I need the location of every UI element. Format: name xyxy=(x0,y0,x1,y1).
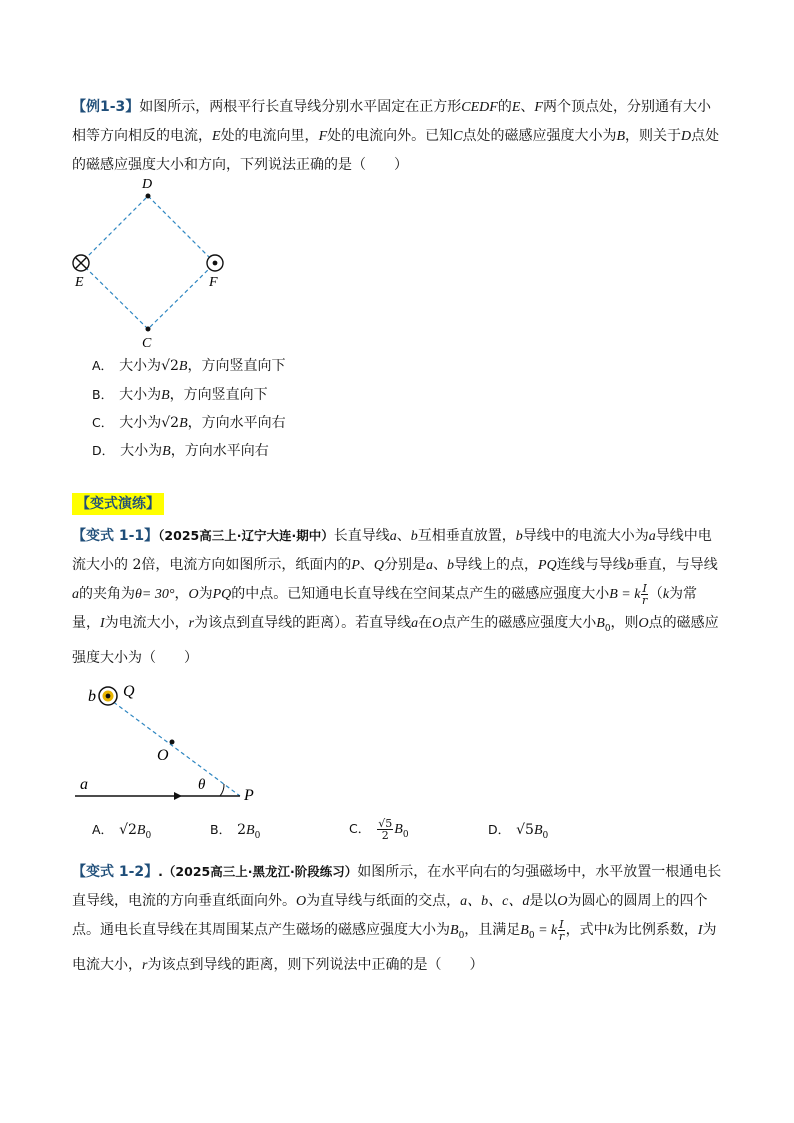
option-a[interactable]: A． 大小为√2B，方向竖直向下 xyxy=(92,358,286,374)
wire-into-page-icon xyxy=(73,255,89,271)
variant1-option-d[interactable]: D． $√5B_0$ xyxy=(488,822,549,841)
wire-diagram xyxy=(70,676,270,806)
option-b[interactable]: B． 大小为B，方向竖直向下 xyxy=(92,387,268,403)
wire-b-out-of-page-icon xyxy=(99,687,117,705)
label-d: D xyxy=(142,177,153,192)
example-tag: 【例1-3】 xyxy=(72,99,140,115)
point-d xyxy=(146,194,151,199)
label-p: P xyxy=(244,787,254,804)
square-outline xyxy=(81,196,215,329)
label-b: b xyxy=(88,688,96,705)
variant1-option-c[interactable]: C． $\frac{√5}{2}$ $B_0$ xyxy=(349,816,409,842)
point-o xyxy=(170,740,175,745)
example-question: 【例1-3】如图所示，两根平行长直导线分别水平固定在正方形CEDF的E、F两个顶点处，分别通有大小相等方向相反的电流，E处的电流向里，F处的电流向外。已知C点处的磁感应强度大小为B，则关于D点处的磁感应强度大小和方向，下列说法正确的是（ ） xyxy=(72,99,720,173)
square-diagram xyxy=(66,172,236,352)
label-q: Q xyxy=(123,683,135,700)
variant1-question: 【变式 1-1】（2025高三上·辽宁大连·期中）长直导线a、b互相垂直放置，b导线中的电流大小为a导线中电流大小的 2倍，电流方向如图所示，纸面内的P、Q分别是a、b导线上的点，PQ连线与导线b垂直，与导线a的夹角为θ= 30°，O为PQ的中点。已知通电长直导线在空间某点产生的磁感应强度大小B = k $\frac{I}{r}$ （k为常量，I为电流大小，r为该点到直导线的距离）。若直导线a在O点产生的磁感应强度大小$B_0$，则O点的磁感应强度大小为（ ） xyxy=(72,528,719,666)
option-c[interactable]: C． 大小为√2B，方向水平向右 xyxy=(92,415,286,431)
label-o: O xyxy=(157,747,169,764)
option-c-fraction: $\frac{√5}{2}$ xyxy=(378,816,393,842)
point-c xyxy=(146,327,151,332)
variant1-option-a[interactable]: A． $√2B_0$ xyxy=(92,822,152,841)
variant1-option-b[interactable]: B． $2B_0$ xyxy=(210,822,261,841)
pq-line xyxy=(108,698,240,796)
current-arrow-icon xyxy=(174,792,182,800)
angle-arc xyxy=(220,784,224,796)
label-e: E xyxy=(75,275,84,290)
label-a: a xyxy=(80,776,88,793)
label-f: F xyxy=(209,275,218,290)
wire-out-of-page-icon xyxy=(207,255,223,271)
option-d[interactable]: D． 大小为B，方向水平向右 xyxy=(92,443,269,459)
formula2-fraction: $\frac{I}{r}$ xyxy=(558,917,565,943)
label-theta: θ xyxy=(198,777,206,793)
variant2-question: 【变式 1-2】.（2025高三上·黑龙江·阶段练习）如图所示，在水平向右的匀强磁场中，水平放置一根通电长直导线，电流的方向垂直纸面向外。O为直导线与纸面的交点，a、b、c、d是以O为圆心的圆周上的四个点。通电长直导线在其周围某点产生磁场的磁感应强度大小为$B_0$，且满足$B_0 = k$ $\frac{I}{r}$ ，式中k为比例系数，I为电流大小，r为该点到导线的距离，则下列说法中正确的是（ ） xyxy=(72,864,722,973)
formula-fraction: $\frac{I}{r}$ xyxy=(642,581,648,607)
section-title: 【变式演练】 xyxy=(72,493,164,515)
label-c: C xyxy=(142,336,152,351)
